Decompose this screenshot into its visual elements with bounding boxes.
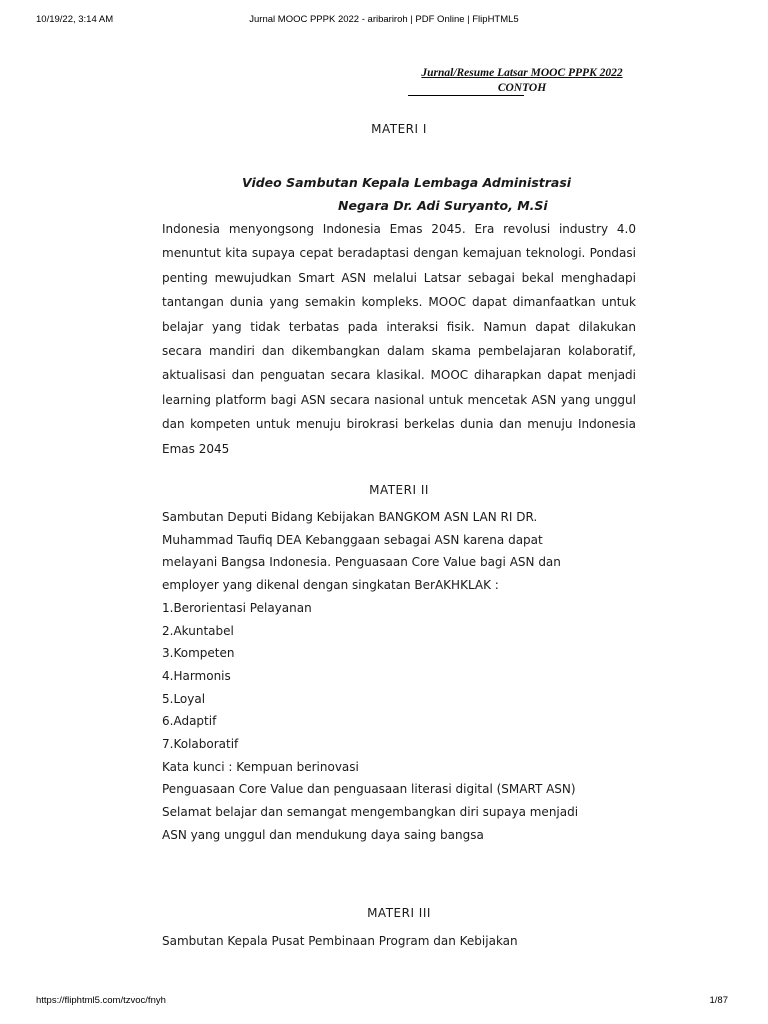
document-title [408, 66, 636, 96]
list-item: 1.Berorientasi Pelayanan [162, 600, 312, 615]
document-title-line1: Jurnal/Resume Latsar MOOC PPPK 2022 [421, 67, 623, 79]
materi2-line: melayani Bangsa Indonesia. Penguasaan Core Value bagi ASN dan [162, 555, 561, 570]
materi1-paragraph: Indonesia menyongsong Indonesia Emas 2045. Era revolusi industry 4.0 menuntut kita supaya cepat beradaptasi dengan kemajuan teknologi. Pondasi penting mewujudkan Smart ASN melalui Latsar sebagai bekal menghadapi tantangan dunia yang semakin kompleks. MOOC dapat dimanfaatkan untuk belajar yang tidak terbatas pada interaksi fisik. Namun dapat dilakukan secara mandiri dan dikembangkan dalam skama pembelajaran kolaboratif, aktualisasi dan penguatan secara klasikal. MOOC diharapkan dapat menjadi learning platform bagi ASN secara nasional untuk mencetak ASN yang unggul dan kompeten untuk menuju birokrasi berkelas dunia dan menuju Indonesia Emas 2045 [162, 222, 636, 456]
print-page-number: 1/87 [709, 995, 728, 1006]
materi1-subtitle [162, 171, 636, 217]
print-datetime: 10/19/22, 3:14 AM [36, 14, 114, 25]
list-item: 3.Kompeten [162, 646, 235, 661]
list-item: 6.Adaptif [162, 714, 217, 729]
document-title-line2: CONTOH [497, 82, 547, 94]
materi2-line: Selamat belajar dan semangat mengembangkan diri supaya menjadi [162, 805, 579, 820]
materi3-body [162, 930, 636, 953]
list-item: 7.Kolaboratif [162, 737, 239, 752]
materi1-body [162, 217, 636, 461]
materi2-line: Sambutan Deputi Bidang Kebijakan BANGKOM ASN LAN RI DR. [162, 510, 538, 524]
materi1-subtitle-line2: Negara Dr. Adi Suryanto, M.Si [338, 198, 548, 213]
materi1-subtitle-line1: Video Sambutan Kepala Lembaga Administrasi [242, 175, 572, 190]
materi3-line: Sambutan Kepala Pusat Pembinaan Program dan Kebijakan [162, 934, 518, 948]
materi2-line: Penguasaan Core Value dan penguasaan literasi digital (SMART ASN) [162, 782, 576, 797]
list-item: 5.Loyal [162, 691, 206, 706]
materi1-heading: MATERI I [371, 122, 427, 136]
materi2-section [162, 483, 636, 497]
title-underline [408, 95, 524, 96]
materi1-section [162, 122, 636, 136]
materi2-line: ASN yang unggul dan mendukung daya saing bangsa [162, 827, 484, 842]
materi3-heading: MATERI III [367, 906, 431, 920]
materi2-line: Kata kunci : Kempuan berinovasi [162, 759, 359, 774]
materi2-heading: MATERI II [369, 483, 429, 497]
materi2-line: employer yang dikenal dengan singkatan BerAKHKLAK : [162, 578, 499, 593]
print-url: https://fliphtml5.com/tzvoc/fnyh [36, 995, 166, 1006]
materi2-line: Muhammad Taufiq DEA Kebanggaan sebagai ASN karena dapat [162, 532, 543, 547]
list-item: 2.Akuntabel [162, 623, 234, 638]
print-page-title: Jurnal MOOC PPPK 2022 - aribariroh | PDF Online | FlipHTML5 [249, 14, 519, 25]
materi3-section [162, 906, 636, 920]
list-item: 4.Harmonis [162, 668, 231, 683]
materi2-body [162, 506, 636, 847]
